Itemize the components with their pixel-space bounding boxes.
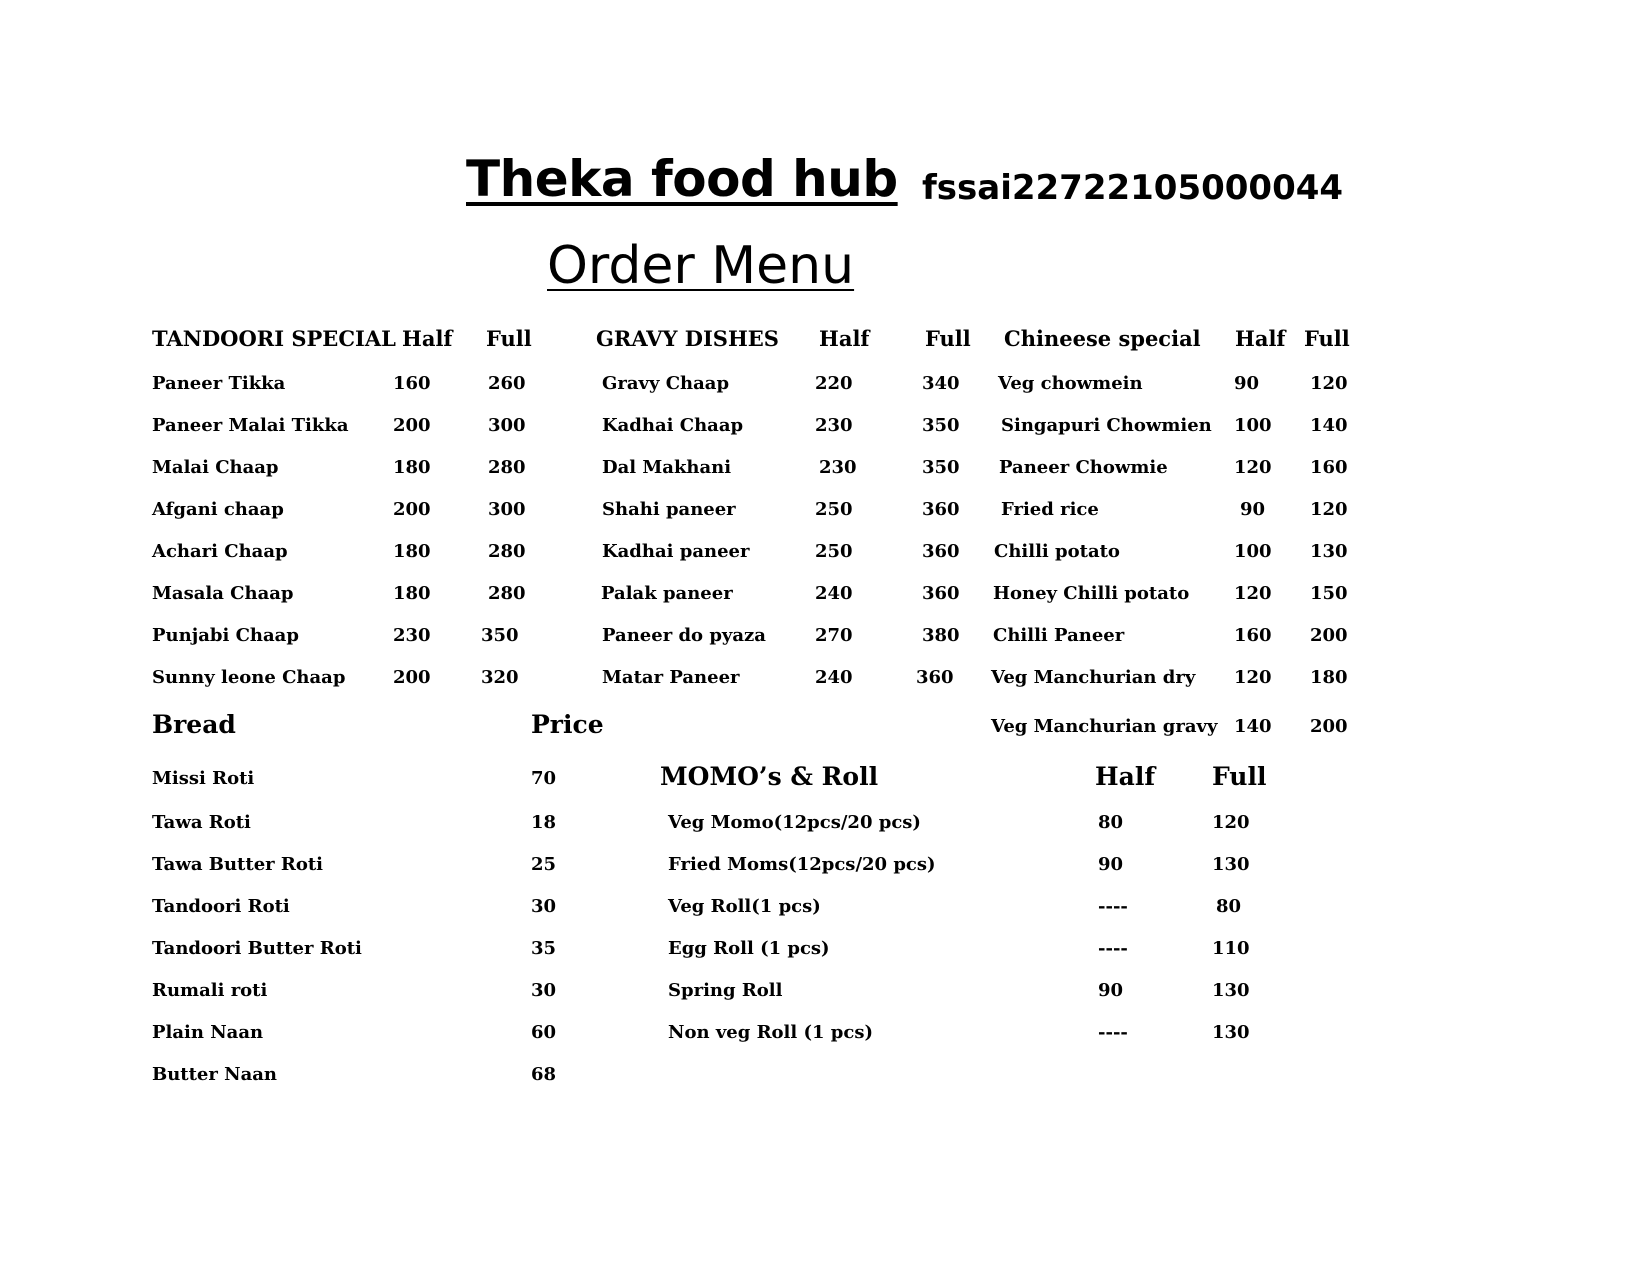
tandoori-item-full: 350 bbox=[481, 625, 519, 646]
bread-item-name: Tawa Roti bbox=[152, 812, 251, 833]
gravy-item-name: Gravy Chaap bbox=[602, 373, 730, 394]
momo-item-full: 120 bbox=[1212, 812, 1250, 833]
chinese-item-full: 160 bbox=[1310, 457, 1348, 478]
gravy-item-full: 350 bbox=[922, 457, 960, 478]
momo-item-name: Spring Roll bbox=[668, 980, 783, 1001]
bread-item-name: Tawa Butter Roti bbox=[152, 854, 324, 875]
gravy-item-full: 360 bbox=[922, 541, 960, 562]
tandoori-item-half: 200 bbox=[393, 667, 431, 688]
gravy-item-full: 340 bbox=[922, 373, 960, 394]
chinese-item-full: 180 bbox=[1310, 667, 1348, 688]
momo-full-header: Full bbox=[1212, 762, 1267, 791]
tandoori-item-half: 180 bbox=[393, 541, 431, 562]
chinese-item-half: 140 bbox=[1234, 716, 1272, 737]
chinese-item-full: 200 bbox=[1310, 716, 1348, 737]
gravy-item-full: 360 bbox=[922, 499, 960, 520]
chinese-item-full: 150 bbox=[1310, 583, 1348, 604]
chinese-item-full: 200 bbox=[1310, 625, 1348, 646]
tandoori-item-name: Achari Chaap bbox=[152, 541, 288, 562]
tandoori-item-full: 260 bbox=[488, 373, 526, 394]
tandoori-item-name: Paneer Malai Tikka bbox=[152, 415, 349, 436]
page-title: Order Menu bbox=[547, 236, 855, 296]
tandoori-item-name: Malai Chaap bbox=[152, 457, 279, 478]
chinese-item-full: 130 bbox=[1310, 541, 1348, 562]
chinese-item-name: Singapuri Chowmien bbox=[1001, 415, 1212, 436]
momo-item-name: Non veg Roll (1 pcs) bbox=[668, 1022, 873, 1043]
gravy-item-name: Kadhai paneer bbox=[602, 541, 750, 562]
tandoori-item-full: 280 bbox=[488, 457, 526, 478]
gravy-item-full: 350 bbox=[922, 415, 960, 436]
chinese-item-half: 160 bbox=[1234, 625, 1272, 646]
momo-section-title: MOMO’s & Roll bbox=[660, 762, 879, 791]
momo-item-name: Fried Moms(12pcs/20 pcs) bbox=[668, 854, 936, 875]
chinese-item-name: Chilli potato bbox=[994, 541, 1120, 562]
gravy-half-header: Half bbox=[819, 326, 870, 351]
gravy-item-name: Paneer do pyaza bbox=[602, 625, 766, 646]
chinese-item-name: Honey Chilli potato bbox=[993, 583, 1190, 604]
gravy-item-full: 380 bbox=[922, 625, 960, 646]
tandoori-item-full: 300 bbox=[488, 415, 526, 436]
chinese-item-half: 120 bbox=[1234, 457, 1272, 478]
chinese-item-full: 120 bbox=[1310, 373, 1348, 394]
gravy-item-half: 240 bbox=[815, 667, 853, 688]
tandoori-item-name: Afgani chaap bbox=[152, 499, 284, 520]
chinese-item-full: 140 bbox=[1310, 415, 1348, 436]
chinese-item-name: Chilli Paneer bbox=[993, 625, 1125, 646]
chinese-full-header: Full bbox=[1304, 326, 1350, 351]
chinese-item-name: Veg chowmein bbox=[998, 373, 1143, 394]
chinese-section-title: Chineese special bbox=[1004, 326, 1201, 351]
chinese-item-half: 90 bbox=[1240, 499, 1266, 520]
momo-item-half: 90 bbox=[1098, 980, 1124, 1001]
bread-item-price: 18 bbox=[531, 812, 557, 833]
bread-item-price: 35 bbox=[531, 938, 557, 959]
tandoori-item-name: Punjabi Chaap bbox=[152, 625, 299, 646]
tandoori-item-full: 300 bbox=[488, 499, 526, 520]
gravy-item-half: 270 bbox=[815, 625, 853, 646]
tandoori-half-header: Half bbox=[402, 326, 453, 351]
gravy-item-full: 360 bbox=[922, 583, 960, 604]
bread-item-price: 68 bbox=[531, 1064, 557, 1085]
chinese-item-full: 120 bbox=[1310, 499, 1348, 520]
gravy-item-full: 360 bbox=[916, 667, 954, 688]
tandoori-item-full: 320 bbox=[481, 667, 519, 688]
momo-item-full: 130 bbox=[1212, 1022, 1250, 1043]
gravy-item-half: 240 bbox=[815, 583, 853, 604]
bread-item-price: 30 bbox=[531, 980, 557, 1001]
momo-item-full: 80 bbox=[1216, 896, 1242, 917]
bread-item-name: Rumali roti bbox=[152, 980, 268, 1001]
tandoori-section-title: TANDOORI SPECIAL bbox=[152, 326, 396, 351]
gravy-item-name: Shahi paneer bbox=[602, 499, 736, 520]
bread-item-name: Butter Naan bbox=[152, 1064, 277, 1085]
tandoori-item-name: Sunny leone Chaap bbox=[152, 667, 346, 688]
chinese-item-half: 100 bbox=[1234, 415, 1272, 436]
fssai-number: fssai22722105000044 bbox=[922, 168, 1344, 208]
bread-section-title: Bread bbox=[152, 710, 236, 739]
momo-item-full: 130 bbox=[1212, 854, 1250, 875]
bread-item-name: Plain Naan bbox=[152, 1022, 264, 1043]
momo-item-half: 90 bbox=[1098, 854, 1124, 875]
gravy-item-half: 230 bbox=[819, 457, 857, 478]
restaurant-name: Theka food hub bbox=[466, 150, 898, 208]
gravy-item-name: Kadhai Chaap bbox=[602, 415, 744, 436]
momo-item-half: 80 bbox=[1098, 812, 1124, 833]
gravy-item-half: 250 bbox=[815, 541, 853, 562]
tandoori-item-half: 200 bbox=[393, 499, 431, 520]
bread-item-price: 70 bbox=[531, 768, 557, 789]
chinese-half-header: Half bbox=[1235, 326, 1286, 351]
gravy-section-title: GRAVY DISHES bbox=[596, 326, 779, 351]
gravy-item-name: Palak paneer bbox=[601, 583, 733, 604]
gravy-item-half: 220 bbox=[815, 373, 853, 394]
tandoori-item-half: 180 bbox=[393, 583, 431, 604]
gravy-full-header: Full bbox=[925, 326, 971, 351]
bread-item-price: 60 bbox=[531, 1022, 557, 1043]
chinese-item-name: Veg Manchurian dry bbox=[991, 667, 1196, 688]
gravy-item-half: 230 bbox=[815, 415, 853, 436]
bread-item-name: Missi Roti bbox=[152, 768, 255, 789]
chinese-item-half: 90 bbox=[1234, 373, 1260, 394]
gravy-item-name: Dal Makhani bbox=[602, 457, 732, 478]
momo-item-name: Egg Roll (1 pcs) bbox=[668, 938, 830, 959]
momo-half-header: Half bbox=[1095, 762, 1156, 791]
chinese-item-half: 100 bbox=[1234, 541, 1272, 562]
chinese-item-name: Fried rice bbox=[1001, 499, 1099, 520]
momo-item-full: 130 bbox=[1212, 980, 1250, 1001]
bread-item-name: Tandoori Butter Roti bbox=[152, 938, 362, 959]
momo-item-half: ---- bbox=[1098, 896, 1128, 917]
momo-item-name: Veg Roll(1 pcs) bbox=[668, 896, 821, 917]
tandoori-item-half: 160 bbox=[393, 373, 431, 394]
tandoori-item-half: 230 bbox=[393, 625, 431, 646]
momo-item-full: 110 bbox=[1212, 938, 1250, 959]
tandoori-item-half: 180 bbox=[393, 457, 431, 478]
momo-item-half: ---- bbox=[1098, 1022, 1128, 1043]
tandoori-item-name: Paneer Tikka bbox=[152, 373, 286, 394]
chinese-item-name: Veg Manchurian gravy bbox=[991, 716, 1218, 737]
tandoori-item-full: 280 bbox=[488, 541, 526, 562]
tandoori-item-name: Masala Chaap bbox=[152, 583, 294, 604]
bread-item-name: Tandoori Roti bbox=[152, 896, 290, 917]
tandoori-item-half: 200 bbox=[393, 415, 431, 436]
momo-item-half: ---- bbox=[1098, 938, 1128, 959]
bread-item-price: 30 bbox=[531, 896, 557, 917]
chinese-item-name: Paneer Chowmie bbox=[999, 457, 1168, 478]
tandoori-item-full: 280 bbox=[488, 583, 526, 604]
bread-item-price: 25 bbox=[531, 854, 557, 875]
chinese-item-half: 120 bbox=[1234, 667, 1272, 688]
chinese-item-half: 120 bbox=[1234, 583, 1272, 604]
gravy-item-name: Matar Paneer bbox=[602, 667, 740, 688]
bread-price-header: Price bbox=[531, 710, 604, 739]
tandoori-full-header: Full bbox=[486, 326, 532, 351]
gravy-item-half: 250 bbox=[815, 499, 853, 520]
momo-item-name: Veg Momo(12pcs/20 pcs) bbox=[668, 812, 921, 833]
